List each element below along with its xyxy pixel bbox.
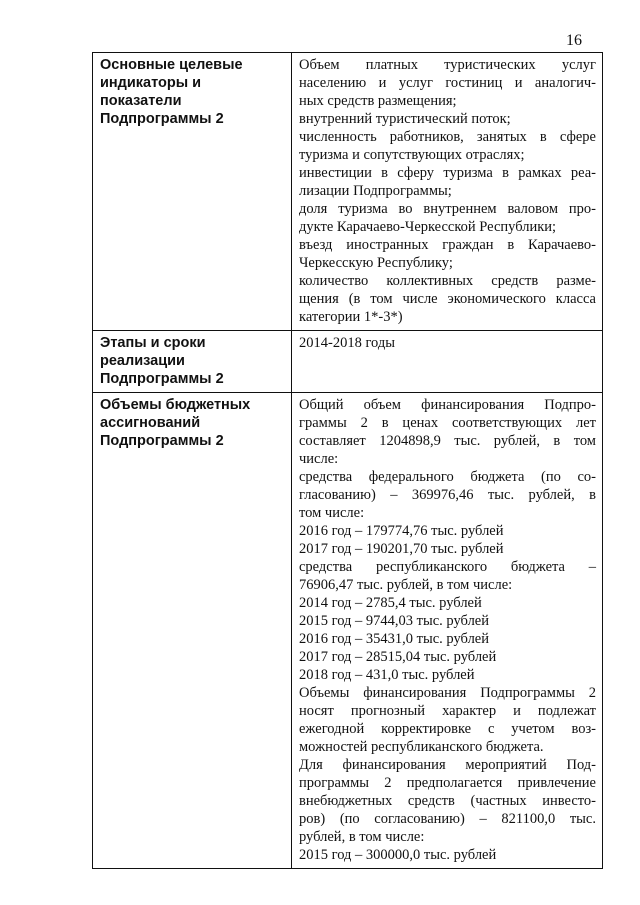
row-value-cell [292,331,603,393]
row-value-line: 2015 год – 9744,03 тыс. рублей [299,613,490,629]
row-value-line: внутренний туристический поток; [299,111,511,127]
row-value-line: доля туризма во внутреннем валовом про- [299,201,596,217]
row-value-line: количество коллективных средств разме- [299,273,596,289]
row-value-line: 2014-2018 годы [299,335,395,351]
row-value-line: дукте Карачаево-Черкесской Республики; [299,219,557,235]
row-value-line: 2016 год – 179774,76 тыс. рублей [299,523,504,539]
row-label-line: индикаторы и показатели [100,75,202,109]
row-label-cell [93,393,292,869]
row-value-line: программы 2 предполагается привлечение [299,775,596,791]
row-value-line: въезд иностранных граждан в Карачаево- [299,237,596,253]
row-value-line: лизации Подпрограммы; [299,183,452,199]
row-value-line: ежегодной корректировке с учетом воз- [299,721,596,737]
row-value-line: носят прогнозный характер и подлежат [299,703,596,719]
row-value-line: 76906,47 тыс. рублей, в том числе: [299,577,513,593]
row-value-line: средства республиканского бюджета – [299,559,596,575]
row-value-line: Объем платных туристических услуг [299,57,596,73]
row-value-line: ров) (по согласованию) – 821100,0 тыс. [299,811,596,827]
row-value-line: щения (в том числе экономического класса [299,291,596,307]
row-value-line: граммы 2 в ценах соответствующих лет [299,415,596,431]
row-value-line: внебюджетных средств (частных инвесто- [299,793,596,809]
row-label-cell [93,331,292,393]
row-value-line: 2018 год – 431,0 тыс. рублей [299,667,475,683]
row-value-line: 2017 год – 28515,04 тыс. рублей [299,649,497,665]
row-label-line: ассигнований [100,415,201,431]
row-value-line: том числе: [299,505,365,521]
row-value-cell [292,53,603,331]
row-label-line: Подпрограммы 2 [100,111,224,127]
row-value-line: 2017 год – 190201,70 тыс. рублей [299,541,504,557]
row-label-line: Этапы и сроки реализации [100,335,206,369]
row-value-line: туризма и сопутствующих отраслях; [299,147,525,163]
row-value-line: 2015 год – 300000,0 тыс. рублей [299,847,497,863]
row-value-line: численность работников, занятых в сфере [299,129,596,145]
row-value-line: Черкесскую Республику; [299,255,453,271]
row-value-line: средства федерального бюджета (по со- [299,469,596,485]
row-label-line: Объемы бюджетных [100,397,251,413]
page-number: 16 [566,32,582,49]
row-value-line: ных средств размещения; [299,93,457,109]
row-value-line: составляет 1204898,9 тыс. рублей, в том [299,433,596,449]
row-value-line: инвестиции в сферу туризма в рамках реа- [299,165,596,181]
row-target-indicators [93,53,603,331]
row-label-cell [93,53,292,331]
row-label-line: Подпрограммы 2 [100,433,224,449]
subprogram-passport-table [92,52,603,869]
row-budget-allocations [93,393,603,869]
row-value-line: можностей республиканского бюджета. [299,739,544,755]
row-value-line: Объемы финансирования Подпрограммы 2 [299,685,596,701]
row-value-line: категории 1*-3*) [299,309,403,325]
table-body [93,53,603,869]
row-label-line: Подпрограммы 2 [100,371,224,387]
row-value-line: Для финансирования мероприятий Под- [299,757,596,773]
row-value-line: 2016 год – 35431,0 тыс. рублей [299,631,490,647]
row-value-line: числе: [299,451,339,467]
row-value-line: гласованию) – 369976,46 тыс. рублей, в [299,487,596,503]
row-value-line: Общий объем финансирования Подпро- [299,397,596,413]
row-value-cell [292,393,603,869]
row-value-line: населению и услуг гостиниц и аналогич- [299,75,596,91]
row-stages-and-terms [93,331,603,393]
row-value-line: 2014 год – 2785,4 тыс. рублей [299,595,482,611]
row-label-line: Основные целевые [100,57,243,73]
row-value-line: рублей, в том числе: [299,829,425,845]
